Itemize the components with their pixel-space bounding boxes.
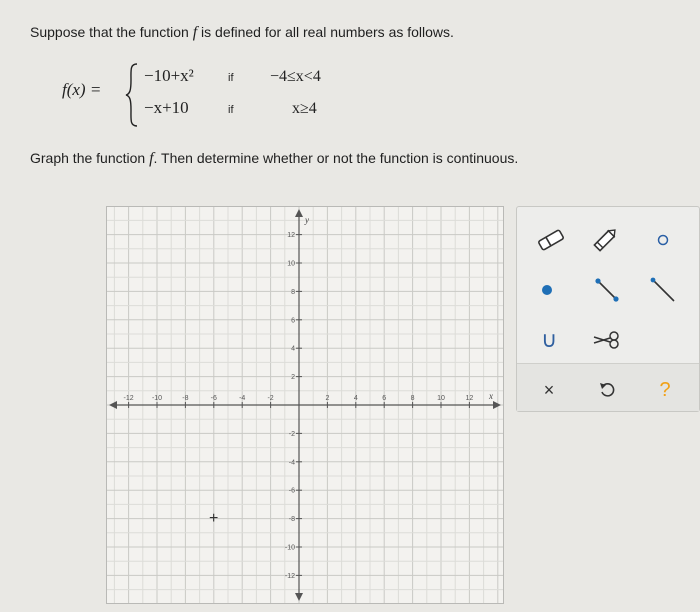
instruction-text — [30, 150, 518, 168]
x-tick-label: -12 — [123, 395, 134, 402]
closed-point-icon — [537, 280, 557, 300]
case-1-condition: −4≤x<4 — [270, 68, 321, 85]
case-row-2 — [144, 98, 317, 118]
y-tick-label: 12 — [287, 232, 295, 240]
coordinate-grid[interactable] — [107, 207, 503, 603]
scissors-tool[interactable] — [587, 323, 627, 357]
case-2-if: if — [228, 104, 234, 116]
case-row-1 — [144, 66, 321, 86]
segment-icon — [592, 275, 622, 305]
graphing-toolbox — [516, 206, 700, 412]
scissors-icon — [590, 328, 624, 352]
open-circle-icon — [653, 230, 673, 250]
segment-tool[interactable] — [587, 273, 627, 307]
x-tick-label: 6 — [382, 395, 387, 402]
clear-button[interactable]: × — [543, 379, 555, 400]
axes — [109, 209, 501, 601]
undefined-tool[interactable]: ∪ — [540, 327, 558, 353]
instruction-after: . Then determine whether or not the function is continuous. — [153, 150, 519, 166]
closed-point-tool[interactable] — [527, 273, 567, 307]
x-tick-label: -2 — [267, 395, 274, 402]
case-1-if: if — [228, 72, 234, 84]
y-axis-arrow-up — [295, 209, 303, 217]
prompt-text-after: is defined for all real numbers as follows. — [197, 24, 454, 40]
pencil-icon — [590, 226, 620, 254]
y-tick-label: -8 — [288, 516, 295, 524]
x-tick-label: 2 — [325, 395, 330, 402]
x-tick-label: -6 — [210, 395, 217, 402]
y-axis-arrow-down — [295, 593, 303, 601]
graph-area[interactable] — [106, 206, 504, 604]
case-2-expression: −x+10 — [144, 98, 189, 117]
x-axis-arrow-right — [493, 401, 501, 409]
y-tick-label: 6 — [291, 317, 295, 325]
function-name: f — [192, 24, 198, 41]
piecewise-definition — [62, 62, 362, 132]
eraser-icon — [536, 228, 566, 252]
problem-statement — [30, 24, 454, 42]
y-tick-label: -4 — [288, 459, 295, 467]
undo-button[interactable] — [587, 373, 627, 407]
x-tick-label: 4 — [353, 395, 358, 402]
y-tick-label: -12 — [284, 572, 295, 580]
pencil-tool[interactable] — [585, 223, 625, 257]
instruction-before: Graph the function — [30, 150, 150, 166]
help-button[interactable]: ? — [659, 378, 671, 401]
instruction-function-name: f — [149, 150, 154, 167]
x-tick-label: 12 — [465, 395, 474, 402]
eraser-tool[interactable] — [531, 223, 571, 257]
open-circle-tool[interactable] — [643, 223, 683, 257]
x-tick-label: 10 — [437, 395, 445, 402]
prompt-text-before: Suppose that the function — [30, 24, 193, 40]
crosshair-cursor: + — [209, 510, 219, 527]
y-tick-label: 4 — [291, 345, 295, 353]
ray-tool[interactable] — [643, 273, 683, 307]
y-tick-label: 10 — [287, 260, 295, 268]
undo-icon — [597, 380, 617, 400]
y-tick-label: -10 — [284, 544, 295, 552]
y-tick-label: 8 — [291, 288, 295, 296]
function-label: f(x) = — [62, 80, 102, 99]
x-axis-arrow-left — [109, 401, 117, 409]
x-tick-label: 8 — [410, 395, 415, 402]
x-tick-label: -4 — [239, 395, 246, 402]
y-tick-label: 2 — [291, 374, 295, 382]
y-tick-label: -2 — [288, 430, 295, 438]
case-1-expression: −10+x² — [144, 66, 194, 85]
x-axis-label: x — [489, 391, 493, 401]
y-axis-label: y — [305, 215, 309, 225]
curly-brace — [124, 62, 140, 128]
x-tick-label: -8 — [182, 395, 189, 402]
case-2-condition: x≥4 — [292, 100, 317, 117]
x-tick-label: -10 — [151, 395, 163, 402]
ray-icon — [648, 275, 678, 305]
y-tick-label: -6 — [288, 487, 295, 495]
